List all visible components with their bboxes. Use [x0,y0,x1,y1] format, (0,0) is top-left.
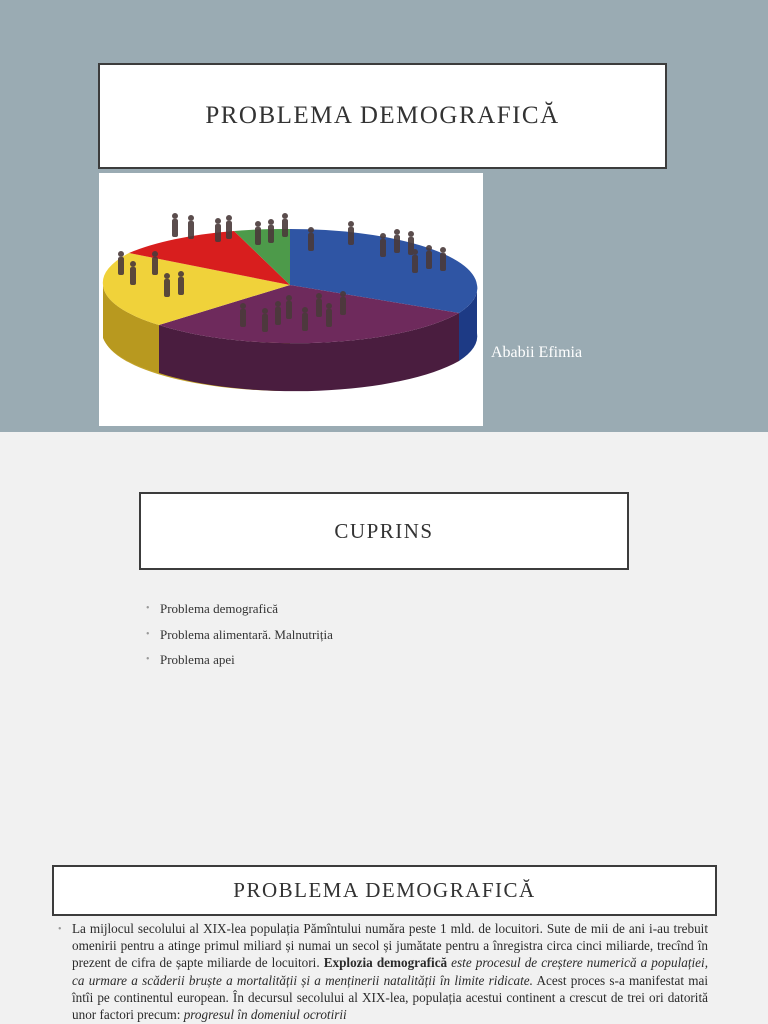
bullet-icon: • [146,654,150,665]
list-item [146,627,333,653]
toc-item-label: Problema demografică [160,601,279,616]
contents-title-box [139,492,629,570]
section-title-box [52,865,717,916]
italic-text: progresul în domeniul ocrotirii [183,1007,347,1023]
text-run: La mijlocul secolului al XIX-lea populația Pămîntului număra peste 1 mld. de locuitori. Sute de mii de ani i-au trebuit omenirii pentru a atinge primul miliard și numai un secol și jumătate pentru a înregistra circa cinci miliarde, trecînd în prezent de cifra de șapte miliarde de locuitori. [72,921,708,971]
list-item [146,601,333,627]
bullet-icon: • [58,924,62,935]
list-item [146,652,333,678]
text-run: Acest proces s-a manifestat mai întîi pe continentul european. În decursul secolului al XIX-lea, populația acestui continent a crescut de trei ori datorită unor factori precum: [72,972,709,1023]
contents-title: CUPRINS [334,518,434,543]
title-box [98,63,667,169]
pie-illustration [99,173,483,426]
section-title: PROBLEMA DEMOGRAFICĂ [233,878,536,902]
toc-item-label: Problema alimentară. Malnutriția [160,626,333,642]
bold-term: Explozia demografică [323,955,448,971]
population-pie-image [99,173,483,426]
table-of-contents [146,601,333,678]
author-name: Ababii Efimia [491,344,583,361]
title-slide [0,0,768,432]
bullet-icon: • [146,603,150,614]
body-paragraph [58,920,708,1023]
toc-item-label: Problema apei [160,652,235,667]
paragraph-text [72,920,708,1023]
italic-definition: este procesul de creștere numerică a populației, ca urmare a scăderii bruște a mortalității și a menținerii natalității în limite ridicate. [72,955,708,988]
bullet-icon: • [146,628,150,640]
slide-title: PROBLEMA DEMOGRAFICĂ [205,102,560,129]
